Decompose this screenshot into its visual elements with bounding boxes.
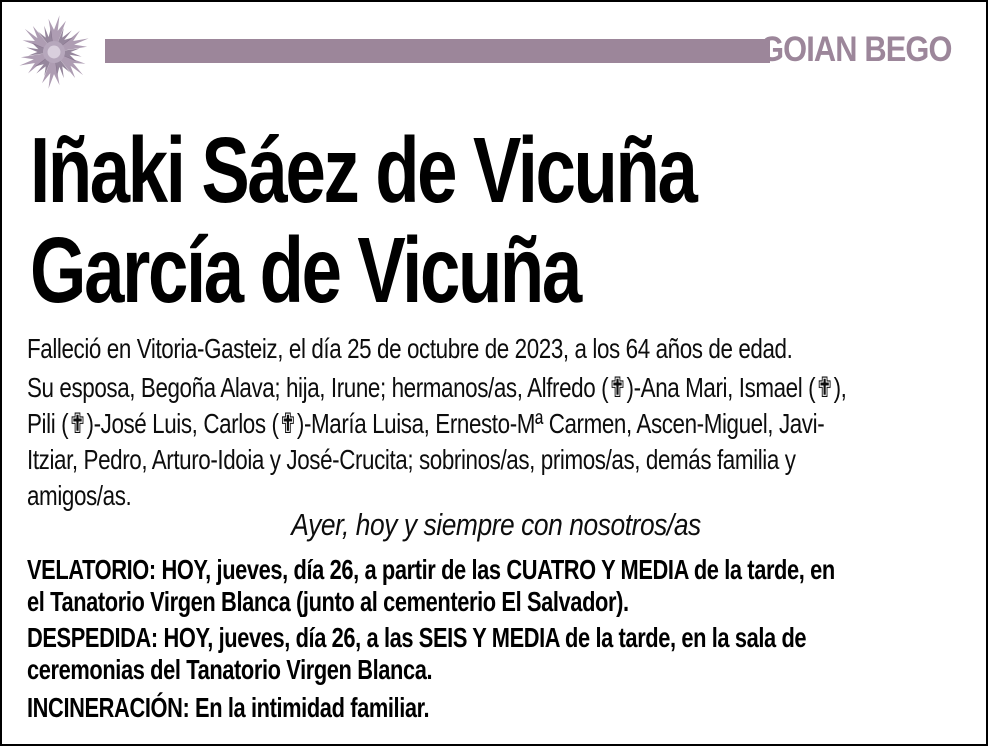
flower-ornament-icon (8, 6, 100, 98)
family-line: Itziar, Pedro, Arturo-Idoia y José-Crucita; sobrinos/as, primos/as, demás familia y (27, 444, 796, 475)
death-announcement-line: Falleció en Vitoria-Gasteiz, el día 25 de octubre de 2023, a los 64 años de edad. (27, 333, 793, 364)
velatorio-line: el Tanatorio Virgen Blanca (junto al cementerio El Salvador). (27, 586, 629, 617)
despedida-line: ceremonias del Tanatorio Virgen Blanca. (27, 654, 433, 685)
motto-line: Ayer, hoy y siempre con nosotros/as (291, 507, 701, 542)
family-line: Pili (✟)-José Luis, Carlos (✟)-María Luisa, Ernesto-Mª Carmen, Ascen-Miguel, Javi- (27, 408, 825, 439)
incineracion-line: INCINERACIÓN: En la intimidad familiar. (27, 692, 430, 723)
despedida-line: DESPEDIDA: HOY, jueves, día 26, a las SEIS Y MEDIA de la tarde, en la sala de (27, 622, 807, 653)
masthead-accent-bar (105, 39, 770, 63)
brand-text: GOIAN BEGO (760, 30, 952, 69)
deceased-name-line-2: García de Vicuña (30, 218, 580, 322)
headline (30, 120, 883, 320)
family-line: amigos/as. (27, 480, 132, 511)
velatorio-line: VELATORIO: HOY, jueves, día 26, a partir de las CUATRO Y MEDIA de la tarde, en (27, 554, 835, 585)
family-line: Su esposa, Begoña Alava; hija, Irune; hermanos/as, Alfredo (✟)-Ana Mari, Ismael (✟), (27, 372, 847, 403)
deceased-name-line-1: Iñaki Sáez de Vicuña (30, 118, 696, 222)
